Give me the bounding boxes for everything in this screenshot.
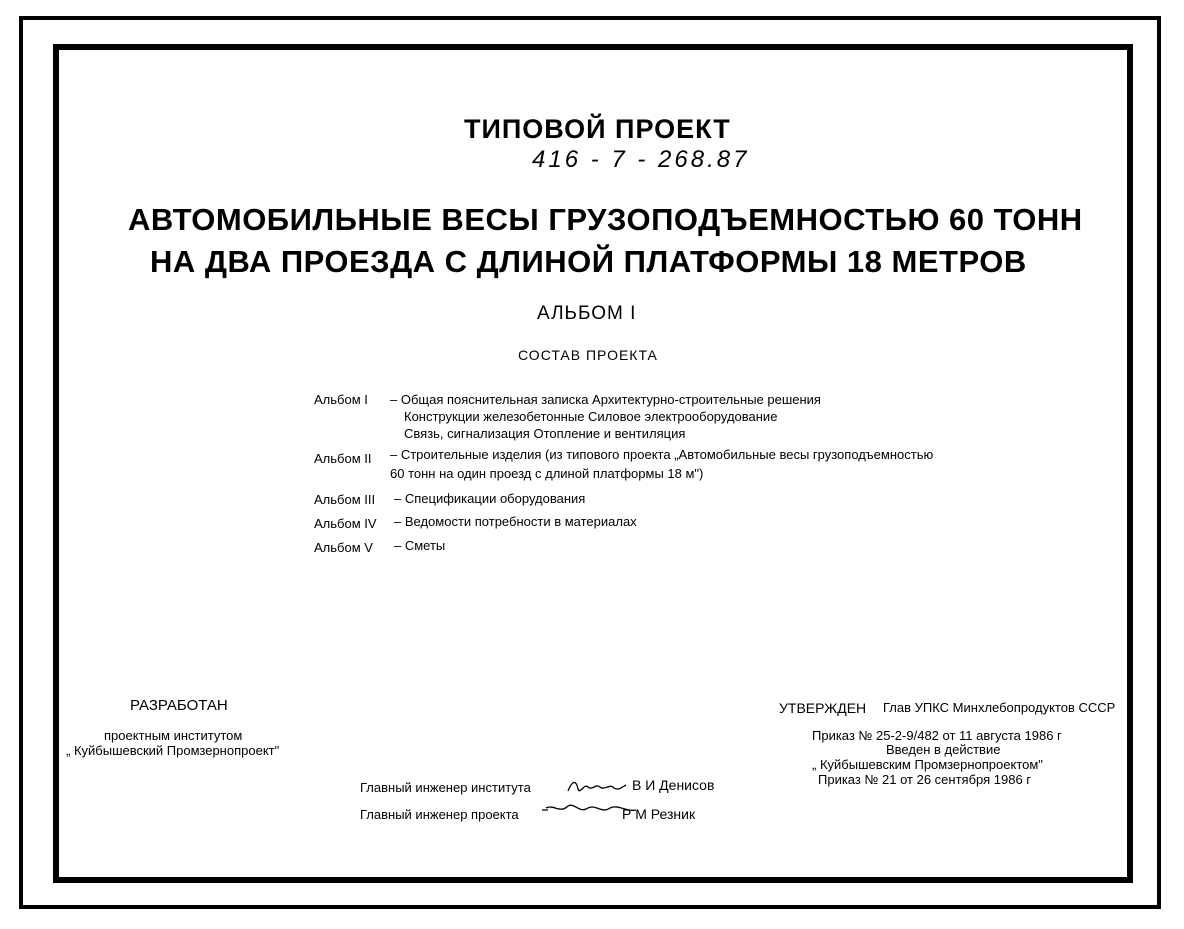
album-2-line-1: – Строительные изделия (из типового проекта „Автомобильные весы грузоподъемностью: [390, 447, 934, 462]
introduced-by: „ Куйбышевским Промзернопроектом": [812, 757, 1043, 772]
album-2-line-2: 60 тонн на один проезд с длиной платформы 18 м"): [390, 466, 704, 481]
album-3-line-1: – Спецификации оборудования: [394, 491, 586, 506]
album-1-label: Альбом I: [314, 392, 368, 407]
approved-by: Глав УПКС Минхлебопродуктов СССР: [883, 700, 1116, 715]
title-line-1: АВТОМОБИЛЬНЫЕ ВЕСЫ ГРУЗОПОДЪЕМНОСТЬЮ 60 ТОНН: [128, 202, 1083, 237]
album-2-label: Альбом II: [314, 451, 372, 466]
approval-order-2: Приказ № 21 от 26 сентября 1986 г: [818, 772, 1032, 787]
project-number: 416 - 7 - 268.87: [532, 146, 750, 173]
approval-order-1: Приказ № 25-2-9/482 от 11 августа 1986 г: [812, 728, 1062, 743]
signature-role-2: Главный инженер проекта: [360, 807, 519, 822]
album-heading: АЛЬБОМ I: [537, 303, 637, 324]
album-4-line-1: – Ведомости потребности в материалах: [394, 514, 637, 529]
album-5-label: Альбом V: [314, 540, 373, 555]
composition-heading: СОСТАВ ПРОЕКТА: [518, 347, 658, 363]
developed-line-1: проектным институтом: [104, 728, 243, 743]
developed-title: РАЗРАБОТАН: [130, 697, 228, 714]
signature-name-1: В И Денисов: [632, 777, 715, 793]
album-1-line-3: Связь, сигнализация Отопление и вентиляция: [404, 426, 686, 441]
developed-line-2: „ Куйбышевский Промзернопроект": [66, 743, 280, 758]
album-3-label: Альбом III: [314, 492, 376, 507]
album-5-line-1: – Сметы: [394, 538, 446, 553]
album-4-label: Альбом IV: [314, 516, 377, 531]
album-1-line-2: Конструкции железобетонные Силовое электрооборудование: [404, 409, 778, 424]
album-1-line-1: – Общая пояснительная записка Архитектурно-строительные решения: [390, 392, 821, 407]
title-line-2: НА ДВА ПРОЕЗДА С ДЛИНОЙ ПЛАТФОРМЫ 18 МЕТРОВ: [150, 244, 1027, 279]
signature-mark-1: [566, 775, 628, 797]
project-type: ТИПОВОЙ ПРОЕКТ: [464, 114, 731, 144]
approved-label: УТВЕРЖДЕН: [779, 700, 867, 716]
signature-role-1: Главный инженер института: [360, 780, 531, 795]
signature-name-2: Р М Резник: [622, 806, 696, 822]
introduced-text: Введен в действие: [886, 742, 1001, 757]
